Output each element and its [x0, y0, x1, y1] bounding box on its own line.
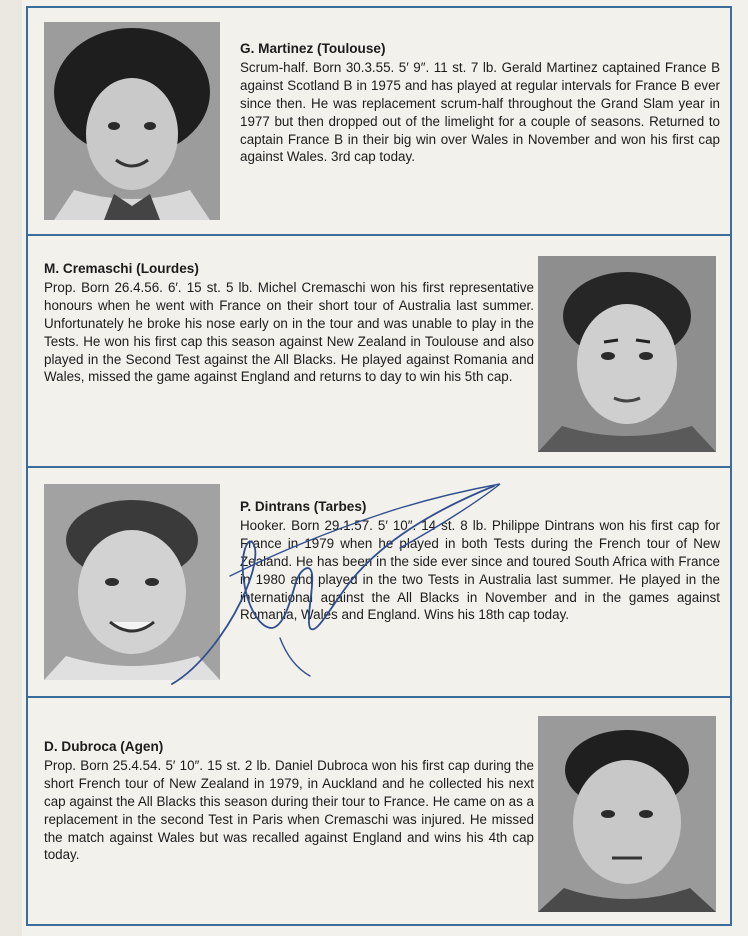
player-name: M. Cremaschi (Lourdes)	[44, 261, 199, 276]
photo-martinez	[44, 22, 220, 220]
bio-text-dintrans	[240, 498, 720, 624]
profile-cremaschi	[26, 234, 732, 466]
player-bio: Prop. Born 25.4.54. 5′ 10″. 15 st. 2 lb. Daniel Dubroca won his first cap during the short French tour of New Zealand in 1979, in Auckland and he collected his next cap against the All Blacks this season during their tour to France. He came on as a replacement in the second Test in Paris when Cremaschi was injured. He missed the match against Wales but was recalled against England and wins his 4th cap today.	[44, 757, 534, 863]
player-bio: Prop. Born 26.4.56. 6′. 15 st. 5 lb. Michel Cremaschi won his first representative honours when he went with France on their short tour of Australia last summer. Unfortunately he broke his nose early on in the tour and was unable to play in the Tests. He won his first cap this season against New Zealand in Toulouse and also played in the Second Test against the All Blacks. He played against Romania and Wales, missed the game against England and returns to day to win his 5th cap.	[44, 279, 534, 385]
page-edge-left	[0, 0, 22, 936]
photo-dintrans	[44, 484, 220, 680]
player-bio: Hooker. Born 29.1.57. 5′ 10″. 14 st. 8 lb. Philippe Dintrans won his first cap for France in 1979 when he played in both Tests during the French tour of New Zealand. He has been in the side ever since and toured South Africa with France in 1980 and played in the two Tests in Australia last summer. He played in the international against the All Blacks in November and in the games against Romania, Wales and England. Wins his 18th cap today.	[240, 517, 720, 623]
bio-text-dubroca	[44, 738, 534, 864]
profile-dintrans	[26, 466, 732, 696]
player-bio: Scrum-half. Born 30.3.55. 5′ 9″. 11 st. 7 lb. Gerald Martinez captained France B against Scotland B in 1975 and has played at regular intervals for France B ever since then. He was replacement scrum-half throughout the Grand Slam year in 1977 but then dropped out of the limelight for a couple of seasons. Returned to captain France B in their big win over Wales in November and won his first cap against Wales. 3rd cap today.	[240, 59, 720, 165]
bio-text-cremaschi	[44, 260, 534, 386]
player-name: D. Dubroca (Agen)	[44, 739, 164, 754]
bio-text-martinez	[240, 40, 720, 166]
portrait-image	[44, 484, 220, 680]
portrait-image	[538, 716, 716, 912]
player-name: P. Dintrans (Tarbes)	[240, 499, 367, 514]
photo-dubroca	[538, 716, 716, 912]
portrait-image	[44, 22, 220, 220]
profile-dubroca	[26, 696, 732, 926]
player-name: G. Martinez (Toulouse)	[240, 41, 386, 56]
profile-martinez	[26, 6, 732, 234]
portrait-image	[538, 256, 716, 452]
photo-cremaschi	[538, 256, 716, 452]
